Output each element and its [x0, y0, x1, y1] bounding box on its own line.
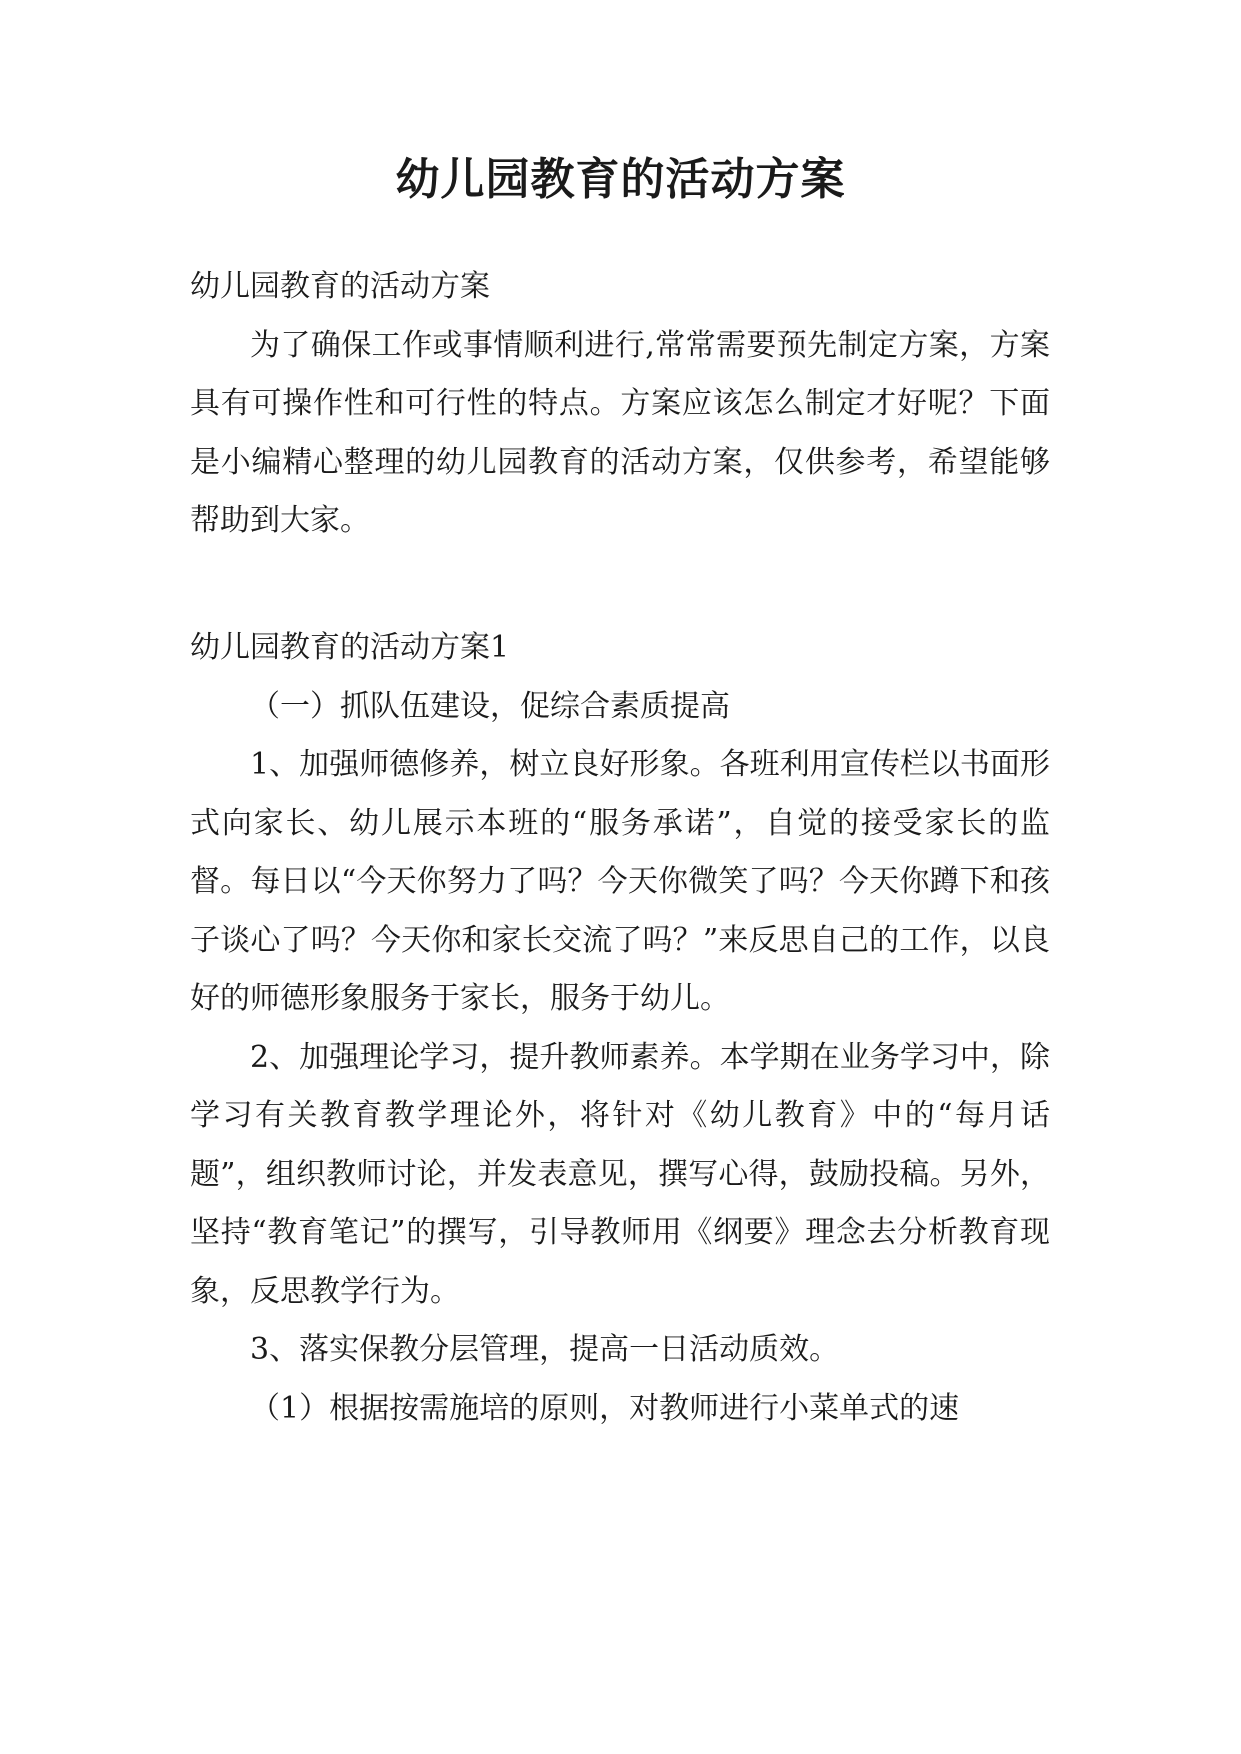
section1-item-2: 2、加强理论学习，提升教师素养。本学期在业务学习中，除学习有关教育教学理论外，将针对《幼儿教育》中的“每月话题”，组织教师讨论，并发表意见，撰写心得，鼓励投稿。另外，坚持“教育笔记”的撰写，引导教师用《纲要》理念去分析教育现象，反思教学行为。	[190, 1039, 1050, 1309]
section1-item-3: 3、落实保教分层管理，提高一日活动质效。	[250, 1332, 840, 1367]
intro-block	[190, 258, 1050, 551]
section1-block	[190, 619, 1050, 1438]
section1-heading: 幼儿园教育的活动方案1	[190, 630, 510, 665]
section1-item-1: 1、加强师德修养，树立良好形象。各班利用宣传栏以书面形式向家长、幼儿展示本班的“服务承诺”，自觉的接受家长的监督。每日以“今天你努力了吗？今天你微笑了吗？今天你蹲下和孩子谈心了吗？今天你和家长交流了吗？”来反思自己的工作，以良好的师德形象服务于家长，服务于幼儿。	[190, 747, 1050, 1016]
intro-heading: 幼儿园教育的活动方案	[190, 269, 490, 304]
section1-item-3-sub-1: （1）根据按需施培的原则，对教师进行小菜单式的速	[250, 1390, 960, 1426]
section1-subheading: （一）抓队伍建设，促综合素质提高	[250, 688, 730, 724]
intro-paragraph: 为了确保工作或事情顺利进行,常常需要预先制定方案，方案具有可操作性和可行性的特点。方案应该怎么制定才好呢？下面是小编精心整理的幼儿园教育的活动方案，仅供参考，希望能够帮助到大家。	[190, 327, 1050, 538]
document-title: 幼儿园教育的活动方案	[395, 154, 846, 205]
